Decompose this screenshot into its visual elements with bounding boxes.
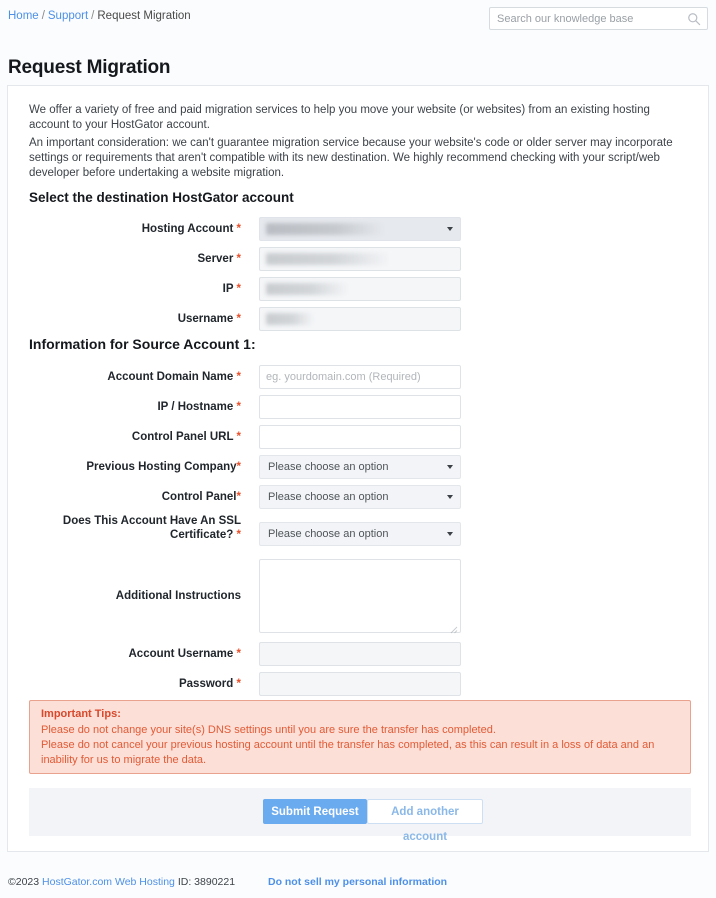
resize-handle-icon[interactable]	[449, 621, 458, 630]
required-asterisk: *	[236, 313, 241, 325]
migration-form-card	[7, 85, 709, 852]
form-row-password	[8, 672, 708, 696]
ssl-certificate-select[interactable]	[259, 522, 461, 546]
form-row-additional-instructions	[8, 559, 708, 633]
control-panel-url-input[interactable]	[260, 426, 460, 448]
submit-request-button[interactable]: Submit Request	[263, 799, 367, 824]
account-domain-name-field[interactable]	[259, 365, 461, 389]
label-ip: IP *	[222, 283, 241, 295]
intro-paragraph-1: We offer a variety of free and paid migration services to help you move your website (or websites) from an existing hosting account to your HostGator account.	[29, 104, 650, 131]
account-username-input[interactable]	[260, 643, 460, 665]
control-panel-select[interactable]	[259, 485, 461, 509]
important-tips-title: Important Tips:	[41, 708, 121, 720]
breadcrumb-current: Request Migration	[97, 10, 191, 22]
required-asterisk: *	[236, 678, 241, 690]
label-username: Username *	[177, 313, 241, 325]
destination-heading: Select the destination HostGator account	[29, 190, 294, 205]
chevron-down-icon	[447, 465, 453, 469]
intro-paragraph-2: An important consideration: we can't guarantee migration service because your website's code or older server may incorporate settings or requirements that aren't compatible with its new destination. We highly recommend checking with your script/web developer before undertaking a website migration.	[29, 137, 673, 179]
important-tips-box	[29, 700, 691, 774]
username-field	[259, 307, 461, 331]
form-row-ssl-certificate	[8, 515, 708, 546]
previous-hosting-company-select[interactable]	[259, 455, 461, 479]
form-row-ip-hostname	[8, 395, 708, 419]
form-row-ip	[8, 277, 708, 301]
password-field[interactable]	[259, 672, 461, 696]
footer-id-label: ID:	[177, 876, 192, 888]
label-password: Password *	[178, 678, 241, 690]
breadcrumb-link-support[interactable]: Support	[47, 10, 89, 22]
page-footer	[8, 876, 447, 888]
ip-field	[259, 277, 461, 301]
label-control-panel-url: Control Panel URL *	[131, 431, 241, 443]
previous-hosting-company-value: Please choose an option	[268, 461, 389, 473]
source-account-heading: Information for Source Account 1:	[29, 336, 256, 352]
server-field	[259, 247, 461, 271]
required-asterisk: *	[236, 371, 241, 383]
breadcrumb-link-home[interactable]: Home	[8, 10, 39, 22]
chevron-down-icon	[447, 532, 453, 536]
required-asterisk: *	[236, 223, 241, 235]
top-bar	[0, 0, 716, 40]
required-asterisk: *	[236, 401, 241, 413]
important-tips-line-2: Please do not cancel your previous hosting account until the transfer has completed, as this can result in a loss of data and an inability for us to migrate the data.	[41, 739, 655, 766]
label-account-domain-name: Account Domain Name *	[107, 371, 241, 383]
label-additional-instructions: Additional Instructions	[115, 590, 241, 602]
form-row-control-panel	[8, 485, 708, 509]
footer-company-link[interactable]: HostGator.com Web Hosting	[42, 876, 175, 888]
ip-hostname-input[interactable]	[260, 396, 460, 418]
page-title: Request Migration	[8, 56, 171, 78]
ip-hostname-field[interactable]	[259, 395, 461, 419]
account-username-field[interactable]	[259, 642, 461, 666]
do-not-sell-link[interactable]: Do not sell my personal information	[267, 876, 448, 888]
footer-copyright: ©2023	[8, 876, 40, 888]
required-asterisk: *	[236, 461, 241, 473]
important-tips-line-1: Please do not change your site(s) DNS settings until you are sure the transfer has completed.	[41, 724, 496, 736]
control-panel-value: Please choose an option	[268, 491, 389, 503]
required-asterisk: *	[236, 529, 241, 541]
redacted-value-username	[266, 313, 314, 325]
required-asterisk: *	[236, 253, 241, 265]
label-ip-hostname: IP / Hostname *	[157, 401, 241, 413]
ssl-certificate-value: Please choose an option	[268, 528, 389, 540]
form-row-username	[8, 307, 708, 331]
search-icon	[687, 12, 701, 26]
password-input[interactable]	[260, 673, 460, 695]
chevron-down-icon	[447, 495, 453, 499]
form-row-account-domain-name	[8, 365, 708, 389]
form-row-hosting-account	[8, 217, 708, 241]
control-panel-url-field[interactable]	[259, 425, 461, 449]
form-action-bar	[29, 788, 691, 843]
redacted-value-hosting-account	[266, 223, 384, 235]
redacted-value-ip	[266, 283, 348, 295]
label-server: Server *	[197, 253, 241, 265]
search-input[interactable]	[490, 8, 682, 29]
redacted-value-server	[266, 253, 390, 265]
form-row-account-username	[8, 642, 708, 666]
search-box[interactable]	[489, 7, 708, 30]
form-row-previous-hosting-company	[8, 455, 708, 479]
label-ssl-certificate: Does This Account Have An SSL Certificate? *	[62, 515, 241, 541]
breadcrumb-separator-2: /	[91, 10, 95, 22]
label-control-panel: Control Panel*	[161, 491, 241, 503]
form-row-server	[8, 247, 708, 271]
label-hosting-account: Hosting Account *	[141, 223, 241, 235]
required-asterisk: *	[236, 491, 241, 503]
required-asterisk: *	[236, 283, 241, 295]
breadcrumb-separator-1: /	[41, 10, 45, 22]
account-domain-name-input[interactable]	[260, 366, 460, 388]
breadcrumb	[8, 10, 191, 22]
footer-id-value: 3890221	[194, 876, 236, 888]
hosting-account-select[interactable]	[259, 217, 461, 241]
add-another-account-button[interactable]: Add another account	[367, 799, 483, 824]
additional-instructions-textarea[interactable]	[259, 559, 461, 633]
label-account-username: Account Username *	[128, 648, 241, 660]
label-previous-hosting-company: Previous Hosting Company*	[86, 461, 241, 473]
required-asterisk: *	[236, 431, 241, 443]
required-asterisk: *	[236, 648, 241, 660]
chevron-down-icon	[447, 227, 453, 231]
form-row-control-panel-url	[8, 425, 708, 449]
